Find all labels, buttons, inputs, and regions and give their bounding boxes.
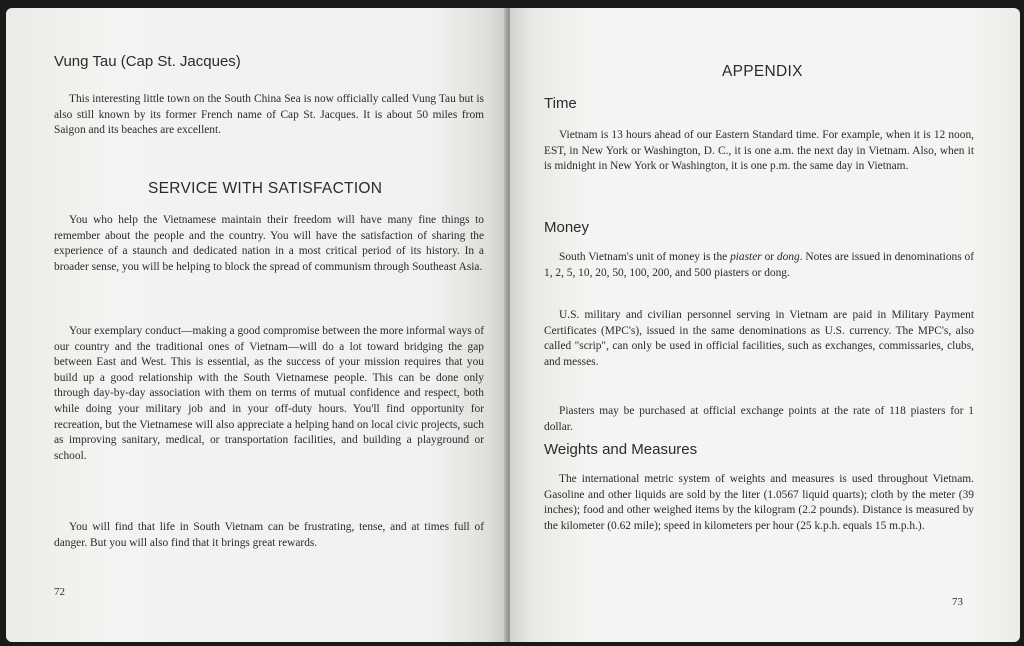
vungtau-paragraph: This interesting little town on the South China Sea is now officially called Vung Tau but is also still known by its former French name of Cap St. Jacques. It is about 50 miles from Saigon and its beaches are excellent. [54,93,484,137]
weights-heading: Weights and Measures [544,441,698,458]
right-page [510,8,1020,642]
appendix-title: APPENDIX [722,63,803,80]
time-heading: Time [544,95,577,112]
money-paragraph-1 [544,250,974,281]
section-title: SERVICE WITH SATISFACTION [148,180,383,197]
left-page [6,8,508,642]
page-number-right: 73 [952,596,963,608]
money-text-after: . Notes are issued in denominations of 1, 2, 5, 10, 20, 50, 100, 200, and 500 piasters or dong. [544,251,974,279]
vungtau-heading: Vung Tau (Cap St. Jacques) [54,53,241,70]
money-text-before: South Vietnam's unit of money is the [559,251,731,263]
left-paragraph-2: Your exemplary conduct—making a good compromise between the more informal ways of our country and the traditional ones of Vietnam—will do a lot toward bridging the gap between East and West. This is essential, as the success of your mission requires that you build up a good relationship with the South Vietnamese people. This can be done only through day-by-day association with them on terms of mutual confidence and respect, both while doing your military job and in your off-duty hours. You'll find opportunity for recreation, but the Vietnamese will also appreciate a helping hand on local civic projects, such as improving sanitary, medical, or transportation facilities, and building a playground or school. [54,325,484,462]
money-paragraph-3: Piasters may be purchased at official exchange points at the rate of 118 piasters for 1 dollar. [544,405,974,433]
left-paragraph-1: You who help the Vietnamese maintain their freedom will have many fine things to remember about the people and the country. You will have the satisfaction of sharing the experience of a staunch and dedicated nation in a most critical period of its history. In a broader sense, you will be helping to block the spread of communism through Southeast Asia. [54,214,484,273]
money-term-piaster: piaster [730,251,762,263]
money-paragraph-2: U.S. military and civilian personnel serving in Vietnam are paid in Military Payment Certificates (MPC's), issued in the same denominations as U.S. currency. The MPC's, also called "scrip", can only be used in official facilities, such as exchanges, commissaries, clubs, and messes. [544,309,974,368]
page-number-left: 72 [54,586,65,598]
money-heading: Money [544,219,590,236]
time-paragraph: Vietnam is 13 hours ahead of our Eastern Standard time. For example, when it is 12 noon, EST, in New York or Washington, D. C., it is one a.m. the next day in Vietnam. Also, when it is midnight in New York or Washington, it is one p.m. the same day in Vietnam. [544,129,974,173]
money-term-dong: dong [776,251,800,263]
weights-paragraph: The international metric system of weights and measures is used throughout Vietnam. Gasoline and other liquids are sold by the liter (1.0567 liquid quarts); cloth by the meter (39 inches); food and other weighed items by the kilogram (2.2 pounds). Distance is measured by the kilometer (0.62 mile); speed in kilometers per hour (25 k.p.h. equals 15 m.p.h.). [544,473,974,532]
money-text-mid: or [761,251,777,263]
left-paragraph-3: You will find that life in South Vietnam can be frustrating, tense, and at times full of danger. But you will also find that it brings great rewards. [54,521,484,549]
